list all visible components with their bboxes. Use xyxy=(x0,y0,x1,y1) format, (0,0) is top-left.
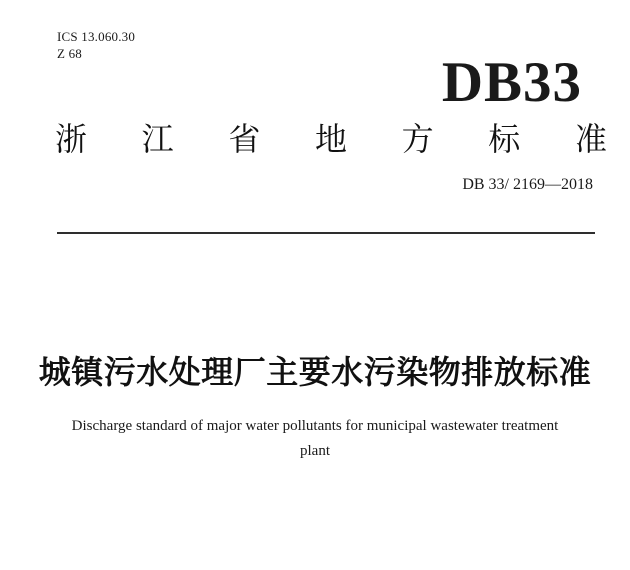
standard-region-name-char: 省 xyxy=(228,121,261,157)
document-title: 城镇污水处理厂主要水污染物排放标准 xyxy=(38,354,592,390)
standard-region-name-char: 标 xyxy=(488,121,521,157)
ics-block xyxy=(57,28,135,62)
standard-region-name-char: 地 xyxy=(314,121,347,157)
header-divider xyxy=(57,232,595,234)
classification-code: Z 68 xyxy=(57,46,82,61)
standard-region-name-char: 浙 xyxy=(55,121,88,157)
standard-region-name-char: 准 xyxy=(574,121,607,157)
standard-region-name-char: 方 xyxy=(401,121,434,157)
ics-code: ICS 13.060.30 xyxy=(57,29,136,44)
document-number: DB 33/ 2169—2018 xyxy=(462,176,593,193)
standard-region-name-char: 江 xyxy=(141,121,174,157)
db33-logo: DB33 xyxy=(441,51,582,114)
standard-region-name xyxy=(55,121,607,157)
document-subtitle-english: Discharge standard of major water pollutants for municipal wastewater treatment plant xyxy=(71,418,559,459)
